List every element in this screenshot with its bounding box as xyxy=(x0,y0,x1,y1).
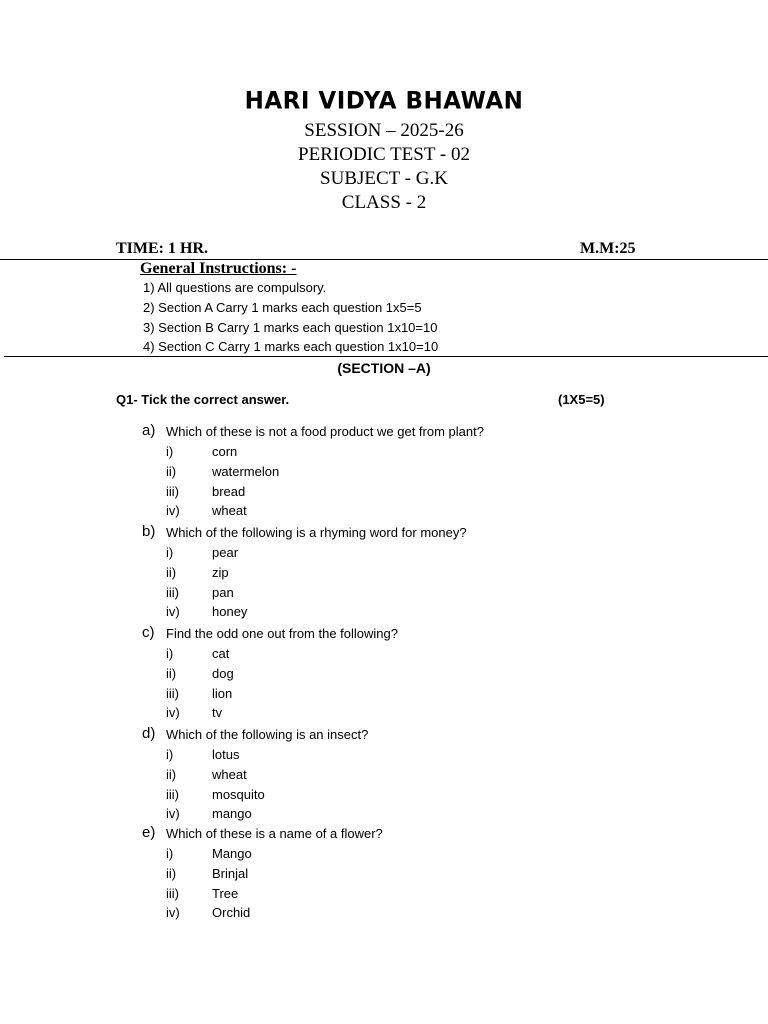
question-letter: c) xyxy=(142,624,155,641)
option-number: ii) xyxy=(166,865,177,881)
option-text[interactable]: bread xyxy=(212,483,246,499)
option-number: i) xyxy=(166,444,174,459)
class-line: CLASS - 2 xyxy=(341,192,427,213)
option-text[interactable]: tv xyxy=(212,705,223,721)
option-text[interactable]: watermelon xyxy=(212,463,280,479)
option-text[interactable]: honey xyxy=(212,604,248,620)
option-number: i) xyxy=(166,646,174,661)
option-text[interactable]: pear xyxy=(212,545,239,560)
question-text: Which of the following is an insect? xyxy=(166,727,369,742)
option-text[interactable]: zip xyxy=(212,564,229,580)
option-text[interactable]: Orchid xyxy=(212,905,251,921)
option-text[interactable]: Brinjal xyxy=(212,865,249,881)
option-text[interactable]: mango xyxy=(212,806,252,822)
instructions-title: General Instructions: - xyxy=(140,260,297,277)
option-text[interactable]: corn xyxy=(212,444,238,459)
question-letter: b) xyxy=(142,523,156,540)
option-number: iv) xyxy=(166,705,180,721)
instruction-item: 1) All questions are compulsory. xyxy=(143,280,327,295)
section-a-title: (SECTION –A) xyxy=(337,360,431,376)
test-line: PERIODIC TEST - 02 xyxy=(298,144,470,165)
option-number: iv) xyxy=(166,806,180,822)
option-text[interactable]: lotus xyxy=(212,747,240,762)
option-text[interactable]: wheat xyxy=(212,503,247,519)
question-text: Which of these is a name of a flower? xyxy=(166,826,383,841)
option-text[interactable]: Mango xyxy=(212,846,252,861)
option-number: ii) xyxy=(166,766,177,782)
option-number: i) xyxy=(166,846,174,861)
header-rule xyxy=(0,259,768,260)
question-letter: d) xyxy=(142,725,156,742)
option-text[interactable]: cat xyxy=(212,646,230,661)
q1-marks: (1X5=5) xyxy=(558,392,605,407)
question-letter: e) xyxy=(142,824,156,841)
option-number: ii) xyxy=(166,463,177,479)
option-number: iv) xyxy=(166,503,180,519)
q1-label: Q1- Tick the correct answer. xyxy=(116,392,290,407)
option-text[interactable]: pan xyxy=(212,584,234,600)
option-number: iv) xyxy=(166,604,180,620)
option-number: i) xyxy=(166,747,174,762)
session-line: SESSION – 2025-26 xyxy=(304,120,464,141)
question-text: Find the odd one out from the following? xyxy=(166,626,398,641)
option-number: iii) xyxy=(166,483,179,499)
instruction-item: 4) Section C Carry 1 marks each question 1x10=10 xyxy=(143,339,439,354)
option-number: iii) xyxy=(166,685,179,701)
instruction-item: 2) Section A Carry 1 marks each question 1x5=5 xyxy=(143,300,422,315)
option-text[interactable]: dog xyxy=(212,665,234,681)
question-text: Which of these is not a food product we get from plant? xyxy=(166,424,484,439)
option-number: ii) xyxy=(166,665,177,681)
question-text: Which of the following is a rhyming word for money? xyxy=(166,525,467,540)
question-letter: a) xyxy=(142,422,156,439)
option-text[interactable]: lion xyxy=(212,685,233,701)
option-number: iv) xyxy=(166,905,180,921)
max-marks-label: M.M:25 xyxy=(580,240,636,257)
instructions-rule xyxy=(4,356,768,357)
option-number: i) xyxy=(166,545,174,560)
option-number: ii) xyxy=(166,564,177,580)
school-name: HARI VIDYA BHAWAN xyxy=(244,87,524,115)
option-text[interactable]: mosquito xyxy=(212,786,265,802)
instruction-item: 3) Section B Carry 1 marks each question 1x10=10 xyxy=(143,320,438,335)
option-number: iii) xyxy=(166,584,179,600)
subject-line: SUBJECT - G.K xyxy=(320,168,448,189)
option-number: iii) xyxy=(166,786,179,802)
time-label: TIME: 1 HR. xyxy=(116,240,208,257)
option-text[interactable]: wheat xyxy=(212,766,247,782)
option-number: iii) xyxy=(166,885,179,901)
option-text[interactable]: Tree xyxy=(212,885,239,901)
